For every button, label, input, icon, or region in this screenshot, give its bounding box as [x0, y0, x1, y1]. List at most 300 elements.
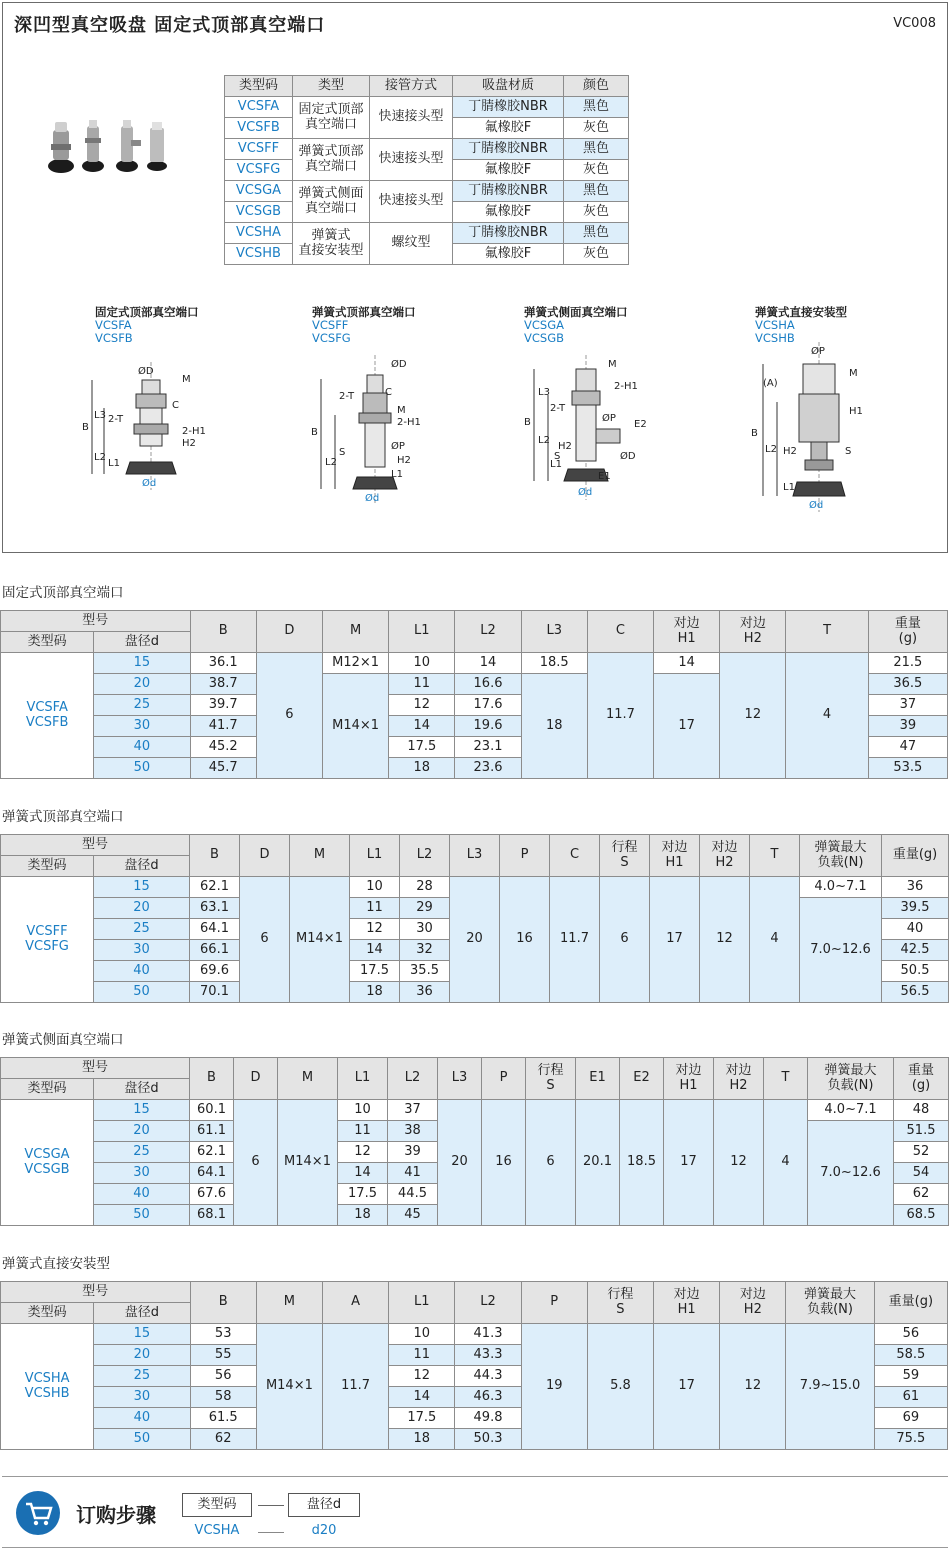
col-header: P — [500, 835, 550, 877]
col-header: 重量 (g) — [868, 611, 947, 653]
col-header: D — [256, 611, 322, 653]
type-overview-table — [224, 75, 629, 265]
model-header: 型号 — [1, 835, 190, 856]
weight-cell: 39 — [868, 716, 947, 737]
overview-header: 类型码 — [225, 76, 293, 97]
l2-cell: 32 — [400, 940, 450, 961]
dia-cell: 20 — [94, 898, 190, 919]
type-code-header: 类型码 — [1, 1303, 94, 1324]
b-cell: 61.1 — [190, 1121, 234, 1142]
drawing-caption-fixed: 固定式顶部真空端口 VCSFA VCSFB — [95, 305, 199, 345]
dim-label-b: B — [82, 422, 89, 433]
type-codes: VCSFA VCSFB — [1, 653, 94, 779]
dia-cell: 20 — [94, 1121, 190, 1142]
color: 黑色 — [564, 139, 629, 160]
col-header: P — [482, 1058, 526, 1100]
b-cell: 36.1 — [190, 653, 256, 674]
type-code: VCSFG — [225, 160, 293, 181]
s-cell: 6 — [526, 1100, 576, 1226]
dia-cell: 40 — [94, 737, 190, 758]
dim-label-b: B — [311, 427, 318, 438]
dim-label-h2: H2 — [783, 446, 797, 457]
l2-cell: 39 — [388, 1142, 438, 1163]
material: 氟橡胶F — [453, 244, 564, 265]
col-header: L3 — [450, 835, 500, 877]
c-cell: 11.7 — [587, 653, 653, 779]
dim-label-a: (A) — [763, 378, 778, 389]
dia-cell: 30 — [94, 940, 190, 961]
dim-label-t: 2-T — [339, 391, 355, 402]
dim-label-m: M — [608, 359, 617, 370]
section-title-fixed: 固定式顶部真空端口 — [2, 585, 124, 601]
connection-type: 螺纹型 — [370, 223, 453, 265]
dim-label-h2: H2 — [182, 438, 196, 449]
l1-cell: 18 — [338, 1205, 388, 1226]
dimension-drawing-fixed — [80, 362, 220, 492]
l2-cell: 44.5 — [388, 1184, 438, 1205]
spec-table-spring-side — [0, 1057, 949, 1226]
dim-label-m: M — [397, 405, 406, 416]
col-header: L2 — [388, 1058, 438, 1100]
dim-label-m: M — [182, 374, 191, 385]
dia-cell: 40 — [94, 1184, 190, 1205]
force-cell: 4.0~7.1 — [808, 1100, 894, 1121]
l1-cell: 17.5 — [389, 1408, 455, 1429]
dimension-drawing-direct — [745, 342, 875, 512]
dim-label-e2: E2 — [634, 419, 647, 430]
l2-cell: 14 — [455, 653, 521, 674]
dim-label-p: ØP — [602, 413, 616, 424]
l2-cell: 41.3 — [455, 1324, 521, 1345]
l2-cell: 37 — [388, 1100, 438, 1121]
dim-label-d: ØD — [391, 359, 407, 370]
m-cell: M14×1 — [290, 877, 350, 1003]
c-cell: 11.7 — [550, 877, 600, 1003]
l1-cell: 17.5 — [350, 961, 400, 982]
dim-label-d: ØD — [138, 366, 154, 377]
l2-cell: 29 — [400, 898, 450, 919]
m-cell: M14×1 — [256, 1324, 322, 1450]
s-cell: 6 — [600, 877, 650, 1003]
weight-cell: 36 — [882, 877, 949, 898]
h1-cell: 17 — [650, 877, 700, 1003]
l1-cell: 17.5 — [338, 1184, 388, 1205]
dia-cell: 20 — [94, 1345, 190, 1366]
col-header: 对边 H1 — [650, 835, 700, 877]
dim-label-bd: Ød — [142, 478, 157, 489]
dim-label-t: 2-T — [108, 414, 124, 425]
b-cell: 70.1 — [190, 982, 240, 1003]
b-cell: 41.7 — [190, 716, 256, 737]
l1-cell: 14 — [389, 1387, 455, 1408]
weight-cell: 54 — [894, 1163, 949, 1184]
l3-cell: 18 — [521, 674, 587, 779]
col-header: M — [278, 1058, 338, 1100]
overview-header: 类型 — [293, 76, 370, 97]
dim-label-l2: L2 — [94, 452, 106, 463]
dia-cell: 25 — [94, 1142, 190, 1163]
col-header: T — [786, 611, 868, 653]
l2-cell: 28 — [400, 877, 450, 898]
order-box-diameter: 盘径d — [288, 1493, 360, 1517]
l2-cell: 50.3 — [455, 1429, 521, 1450]
drawing-caption-spring-side: 弹簧式侧面真空端口 VCSGA VCSGB — [524, 305, 628, 345]
page-title: 深凹型真空吸盘 固定式顶部真空端口 — [14, 15, 326, 36]
b-cell: 66.1 — [190, 940, 240, 961]
col-header: 对边 H2 — [720, 611, 786, 653]
l2-cell: 43.3 — [455, 1345, 521, 1366]
cart-icon — [16, 1491, 60, 1535]
dim-label-b: B — [524, 417, 531, 428]
e2-cell: 18.5 — [620, 1100, 664, 1226]
weight-cell: 40 — [882, 919, 949, 940]
weight-cell: 37 — [868, 695, 947, 716]
b-cell: 58 — [190, 1387, 256, 1408]
weight-cell: 42.5 — [882, 940, 949, 961]
type-code: VCSFB — [225, 118, 293, 139]
col-header: 行程 S — [587, 1282, 653, 1324]
weight-cell: 47 — [868, 737, 947, 758]
col-header: L1 — [350, 835, 400, 877]
m-cell: M14×1 — [323, 674, 389, 779]
h2-cell: 12 — [720, 653, 786, 779]
order-steps — [2, 1476, 948, 1548]
l1-cell: 10 — [389, 1324, 455, 1345]
dim-label-l2: L2 — [325, 457, 337, 468]
spec-table-direct — [0, 1281, 948, 1450]
dim-label-p: ØP — [391, 441, 405, 452]
l1-cell: 18 — [389, 1429, 455, 1450]
l1-cell: 12 — [389, 695, 455, 716]
dim-label-b: B — [751, 428, 758, 439]
col-header: T — [750, 835, 800, 877]
col-header: A — [323, 1282, 389, 1324]
l2-cell: 38 — [388, 1121, 438, 1142]
weight-cell: 21.5 — [868, 653, 947, 674]
l1-cell: 18 — [389, 758, 455, 779]
force-cell: 7.0~12.6 — [808, 1121, 894, 1226]
type-name: 弹簧式 直接安装型 — [293, 223, 370, 265]
s-cell: 5.8 — [587, 1324, 653, 1450]
dim-label-h2: H2 — [558, 441, 572, 452]
l1-cell: 17.5 — [389, 737, 455, 758]
d-cell: 6 — [256, 653, 322, 779]
type-codes: VCSGA VCSGB — [1, 1100, 94, 1226]
material: 丁腈橡胶NBR — [453, 139, 564, 160]
l2-cell: 49.8 — [455, 1408, 521, 1429]
col-header: 对边 H2 — [714, 1058, 764, 1100]
col-header: L1 — [338, 1058, 388, 1100]
dia-header: 盘径d — [94, 856, 190, 877]
weight-cell: 75.5 — [874, 1429, 947, 1450]
material: 氟橡胶F — [453, 118, 564, 139]
dia-cell: 50 — [94, 1205, 190, 1226]
a-cell: 11.7 — [323, 1324, 389, 1450]
b-cell: 63.1 — [190, 898, 240, 919]
d-cell: 6 — [240, 877, 290, 1003]
l3-cell: 20 — [450, 877, 500, 1003]
l1-cell: 14 — [338, 1163, 388, 1184]
b-cell: 62.1 — [190, 877, 240, 898]
product-photo-item-1 — [48, 122, 74, 173]
weight-cell: 59 — [874, 1366, 947, 1387]
h1-cell: 14 — [654, 653, 720, 674]
dimension-drawing-spring-side — [520, 355, 670, 500]
l2-cell: 23.1 — [455, 737, 521, 758]
type-name: 弹簧式侧面 真空端口 — [293, 181, 370, 223]
dia-cell: 15 — [94, 653, 190, 674]
order-example-diameter: d20 — [311, 1523, 337, 1538]
connection-type: 快速接头型 — [370, 139, 453, 181]
l3-cell: 18.5 — [521, 653, 587, 674]
col-header: 对边 H1 — [664, 1058, 714, 1100]
product-photo-item-3 — [116, 120, 141, 172]
col-header: 重量 (g) — [894, 1058, 949, 1100]
l1-cell: 11 — [338, 1121, 388, 1142]
dim-label-d: ØD — [620, 451, 636, 462]
col-header: L2 — [400, 835, 450, 877]
type-codes: VCSFF VCSFG — [1, 877, 94, 1003]
l2-cell: 36 — [400, 982, 450, 1003]
connection-type: 快速接头型 — [370, 181, 453, 223]
product-photo-item-4 — [147, 122, 167, 171]
col-header: L3 — [521, 611, 587, 653]
type-code: VCSFA — [225, 97, 293, 118]
l2-cell: 35.5 — [400, 961, 450, 982]
dim-label-h1: H1 — [849, 406, 863, 417]
col-header: D — [234, 1058, 278, 1100]
l2-cell: 44.3 — [455, 1366, 521, 1387]
col-header: L2 — [455, 611, 521, 653]
l1-cell: 11 — [350, 898, 400, 919]
col-header: 弹簧最大 负载(N) — [800, 835, 882, 877]
model-header: 型号 — [1, 1058, 190, 1079]
t-cell: 4 — [786, 653, 868, 779]
order-box-type-code: 类型码 — [182, 1493, 252, 1517]
col-header: M — [256, 1282, 322, 1324]
col-header: M — [290, 835, 350, 877]
p-cell: 19 — [521, 1324, 587, 1450]
l1-cell: 14 — [389, 716, 455, 737]
product-photo — [45, 118, 175, 176]
col-header: 重量(g) — [874, 1282, 947, 1324]
dim-label-s: S — [554, 451, 561, 462]
material: 丁腈橡胶NBR — [453, 97, 564, 118]
col-header: 重量(g) — [882, 835, 949, 877]
col-header: 行程 S — [600, 835, 650, 877]
l2-cell: 30 — [400, 919, 450, 940]
dia-header: 盘径d — [94, 632, 190, 653]
weight-cell: 56 — [874, 1324, 947, 1345]
dim-label-h1: 2-H1 — [182, 426, 206, 437]
dim-label-c: C — [172, 400, 179, 411]
type-code: VCSFF — [225, 139, 293, 160]
dim-label-c: C — [385, 387, 392, 398]
weight-cell: 68.5 — [894, 1205, 949, 1226]
b-cell: 55 — [190, 1345, 256, 1366]
dia-header: 盘径d — [94, 1079, 190, 1100]
dim-label-t: 2-T — [550, 403, 566, 414]
weight-cell: 36.5 — [868, 674, 947, 695]
order-title: 订购步骤 — [76, 1503, 156, 1527]
col-header: 弹簧最大 负载(N) — [786, 1282, 874, 1324]
col-header: L1 — [389, 1282, 455, 1324]
section-title-direct: 弹簧式直接安装型 — [2, 1256, 110, 1272]
l2-cell: 16.6 — [455, 674, 521, 695]
type-code-header: 类型码 — [1, 856, 94, 877]
type-code-header: 类型码 — [1, 1079, 94, 1100]
l1-cell: 11 — [389, 1345, 455, 1366]
dim-label-bd: Ød — [809, 500, 824, 511]
b-cell: 60.1 — [190, 1100, 234, 1121]
model-header: 型号 — [1, 611, 191, 632]
overview-header: 接管方式 — [370, 76, 453, 97]
dia-cell: 30 — [94, 1163, 190, 1184]
color: 黑色 — [564, 223, 629, 244]
h1-cell: 17 — [654, 674, 720, 779]
material: 丁腈橡胶NBR — [453, 223, 564, 244]
b-cell: 64.1 — [190, 919, 240, 940]
color: 黑色 — [564, 181, 629, 202]
l1-cell: 18 — [350, 982, 400, 1003]
dim-label-e1: E1 — [598, 471, 611, 482]
col-header: C — [587, 611, 653, 653]
l2-cell: 19.6 — [455, 716, 521, 737]
type-codes: VCSHA VCSHB — [1, 1324, 94, 1450]
p-cell: 16 — [500, 877, 550, 1003]
dim-label-bd: Ød — [365, 493, 380, 504]
dia-cell: 40 — [94, 961, 190, 982]
b-cell: 69.6 — [190, 961, 240, 982]
type-name: 固定式顶部 真空端口 — [293, 97, 370, 139]
col-header: 行程 S — [526, 1058, 576, 1100]
col-header: L2 — [455, 1282, 521, 1324]
dia-cell: 30 — [94, 716, 190, 737]
l1-cell: 10 — [350, 877, 400, 898]
l1-cell: 12 — [350, 919, 400, 940]
force-cell: 7.9~15.0 — [786, 1324, 874, 1450]
material: 丁腈橡胶NBR — [453, 181, 564, 202]
weight-cell: 52 — [894, 1142, 949, 1163]
d-cell: 6 — [234, 1100, 278, 1226]
dia-cell: 50 — [94, 758, 190, 779]
l1-cell: 14 — [350, 940, 400, 961]
dim-label-p: ØP — [811, 346, 825, 357]
col-header: 对边 H2 — [720, 1282, 786, 1324]
col-header: B — [190, 611, 256, 653]
dim-label-l3: L3 — [94, 410, 106, 421]
section-title-spring-top: 弹簧式顶部真空端口 — [2, 809, 124, 825]
b-cell: 64.1 — [190, 1163, 234, 1184]
b-cell: 39.7 — [190, 695, 256, 716]
col-header: P — [521, 1282, 587, 1324]
l2-cell: 23.6 — [455, 758, 521, 779]
m-cell: M12×1 — [323, 653, 389, 674]
dim-label-l1: L1 — [550, 459, 562, 470]
l1-cell: 12 — [338, 1142, 388, 1163]
b-cell: 56 — [190, 1366, 256, 1387]
dim-label-bd: Ød — [578, 487, 593, 498]
weight-cell: 51.5 — [894, 1121, 949, 1142]
col-header: 对边 H1 — [654, 1282, 720, 1324]
dia-cell: 50 — [94, 1429, 190, 1450]
dia-cell: 25 — [94, 1366, 190, 1387]
col-header: D — [240, 835, 290, 877]
spec-table-spring-top — [0, 834, 949, 1003]
l1-cell: 10 — [338, 1100, 388, 1121]
order-connector — [258, 1505, 284, 1506]
material: 氟橡胶F — [453, 202, 564, 223]
h2-cell: 12 — [714, 1100, 764, 1226]
col-header: 对边 H1 — [654, 611, 720, 653]
weight-cell: 53.5 — [868, 758, 947, 779]
weight-cell: 48 — [894, 1100, 949, 1121]
overview-header: 颜色 — [564, 76, 629, 97]
connection-type: 快速接头型 — [370, 97, 453, 139]
order-example-connector — [258, 1532, 284, 1533]
t-cell: 4 — [750, 877, 800, 1003]
col-header: T — [764, 1058, 808, 1100]
weight-cell: 56.5 — [882, 982, 949, 1003]
col-header: B — [190, 1058, 234, 1100]
dia-cell: 15 — [94, 1324, 190, 1345]
p-cell: 16 — [482, 1100, 526, 1226]
dim-label-l2: L2 — [765, 444, 777, 455]
type-code: VCSGA — [225, 181, 293, 202]
spec-table-fixed — [0, 610, 948, 779]
b-cell: 38.7 — [190, 674, 256, 695]
b-cell: 45.2 — [190, 737, 256, 758]
dia-cell: 15 — [94, 1100, 190, 1121]
product-photo-item-2 — [82, 120, 104, 172]
b-cell: 61.5 — [190, 1408, 256, 1429]
l2-cell: 46.3 — [455, 1387, 521, 1408]
dia-cell: 25 — [94, 695, 190, 716]
section-title-spring-side: 弹簧式侧面真空端口 — [2, 1032, 124, 1048]
col-header: 对边 H2 — [700, 835, 750, 877]
color: 灰色 — [564, 118, 629, 139]
b-cell: 53 — [190, 1324, 256, 1345]
l3-cell: 20 — [438, 1100, 482, 1226]
l1-cell: 12 — [389, 1366, 455, 1387]
type-code: VCSGB — [225, 202, 293, 223]
h2-cell: 12 — [700, 877, 750, 1003]
l2-cell: 45 — [388, 1205, 438, 1226]
dim-label-m: M — [849, 368, 858, 379]
b-cell: 67.6 — [190, 1184, 234, 1205]
drawing-caption-direct: 弹簧式直接安装型 VCSHA VCSHB — [755, 305, 847, 345]
dia-cell: 40 — [94, 1408, 190, 1429]
color: 灰色 — [564, 160, 629, 181]
b-cell: 45.7 — [190, 758, 256, 779]
e1-cell: 20.1 — [576, 1100, 620, 1226]
weight-cell: 62 — [894, 1184, 949, 1205]
b-cell: 68.1 — [190, 1205, 234, 1226]
t-cell: 4 — [764, 1100, 808, 1226]
color: 灰色 — [564, 202, 629, 223]
h2-cell: 12 — [720, 1324, 786, 1450]
col-header: E1 — [576, 1058, 620, 1100]
dia-cell: 15 — [94, 877, 190, 898]
weight-cell: 50.5 — [882, 961, 949, 982]
h1-cell: 17 — [654, 1324, 720, 1450]
type-code-header: 类型码 — [1, 632, 94, 653]
dim-label-l3: L3 — [538, 387, 550, 398]
material: 氟橡胶F — [453, 160, 564, 181]
type-name: 弹簧式顶部 真空端口 — [293, 139, 370, 181]
dim-label-l2: L2 — [538, 435, 550, 446]
weight-cell: 39.5 — [882, 898, 949, 919]
